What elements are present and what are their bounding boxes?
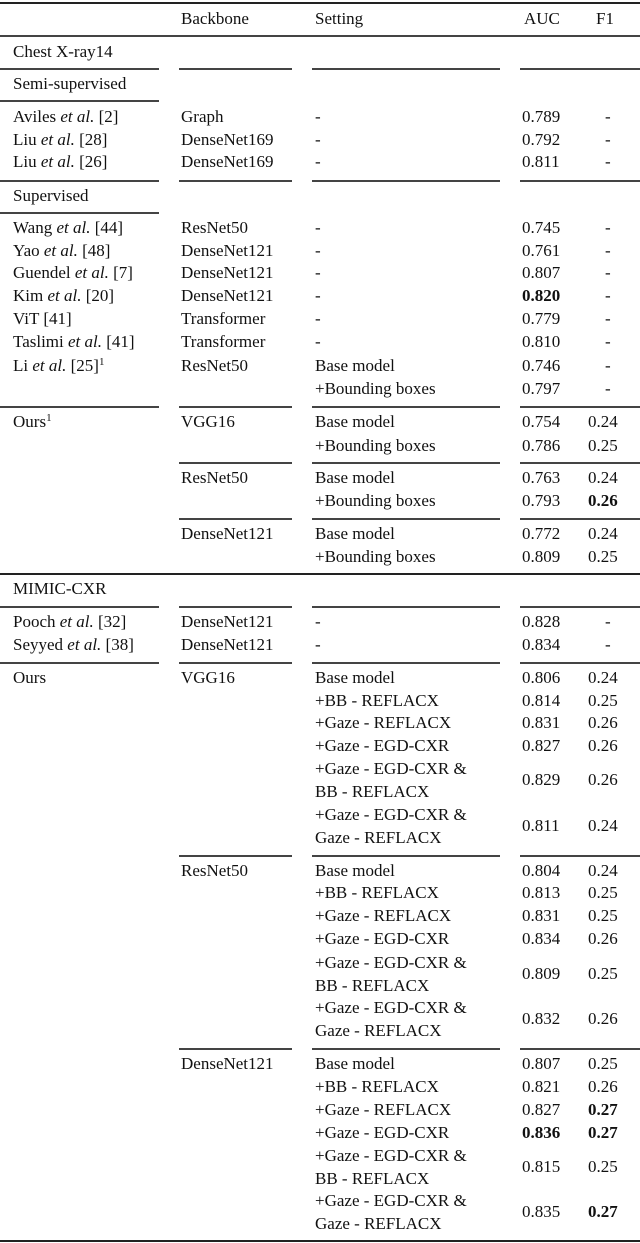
- backbone: DenseNet169: [181, 130, 274, 149]
- auc-value: [522, 285, 560, 307]
- backbone: VGG16: [181, 412, 235, 431]
- auc-value: 0.810: [522, 332, 561, 351]
- column-rule: [312, 406, 500, 408]
- method-name: [13, 285, 114, 307]
- method-author: Pooch: [13, 612, 60, 631]
- f1-value: 0.25: [588, 883, 618, 902]
- column-rule: [179, 606, 292, 608]
- auc-value: 0.789: [522, 107, 561, 126]
- setting: +Bounding boxes: [315, 547, 436, 566]
- header-f1: F1: [596, 9, 614, 28]
- setting: Base model: [315, 412, 395, 431]
- method-name: [13, 106, 118, 128]
- method-name: [13, 262, 133, 284]
- f1-value: 0.24: [588, 861, 618, 880]
- setting-line-1: +Gaze - EGD-CXR &: [315, 997, 467, 1017]
- column-rule: [0, 68, 159, 70]
- f1-value: 0.26: [588, 713, 618, 732]
- column-rule: [0, 100, 159, 102]
- auc-value: 0.792: [522, 130, 561, 149]
- citation: [7]: [108, 263, 133, 282]
- auc-value: 0.761: [522, 241, 561, 260]
- section-rule: [0, 573, 640, 575]
- citation: [48]: [77, 241, 111, 260]
- et-al: et al.: [40, 152, 75, 171]
- group-label: Supervised: [13, 186, 89, 205]
- f1-value: -: [605, 152, 611, 171]
- dataset-label: MIMIC-CXR: [13, 579, 107, 598]
- backbone: DenseNet121: [181, 635, 274, 654]
- ours-text: Ours: [13, 412, 47, 431]
- column-rule: [0, 606, 159, 608]
- f1-value-bold: 0.27: [588, 1202, 618, 1221]
- column-rule: [179, 1048, 292, 1050]
- auc-value: 0.834: [522, 635, 561, 654]
- setting-line-1: +Gaze - EGD-CXR &: [315, 952, 467, 972]
- f1-value: -: [605, 263, 611, 282]
- f1-value: 0.25: [588, 1054, 618, 1073]
- f1-value: [588, 1122, 618, 1144]
- column-rule: [0, 662, 159, 664]
- footnote-marker: 1: [98, 356, 105, 368]
- bottom-rule: [0, 1240, 640, 1242]
- backbone: Transformer: [181, 332, 266, 351]
- method-name: [13, 151, 107, 173]
- column-rule: [312, 1048, 500, 1050]
- f1-value: 0.25: [588, 691, 618, 710]
- f1-value: -: [605, 379, 611, 398]
- backbone: DenseNet121: [181, 1054, 274, 1073]
- column-rule: [179, 180, 292, 182]
- auc-value: 0.809: [522, 964, 561, 983]
- backbone: Transformer: [181, 309, 266, 328]
- et-al: et al.: [67, 635, 102, 654]
- setting: +Bounding boxes: [315, 436, 436, 455]
- citation: [25]: [66, 356, 99, 375]
- method-author: Yao: [13, 241, 44, 260]
- backbone: ResNet50: [181, 861, 249, 880]
- citation: [28]: [74, 130, 108, 149]
- f1-value: -: [605, 107, 611, 126]
- auc-value-bold: 0.836: [522, 1123, 561, 1142]
- f1-value: 0.26: [588, 1077, 618, 1096]
- f1-value: -: [605, 241, 611, 260]
- backbone: DenseNet169: [181, 152, 274, 171]
- method-author: Kim: [13, 286, 48, 305]
- footnote-marker: 1: [46, 412, 52, 424]
- setting: -: [315, 309, 321, 328]
- method-author: Wang: [13, 218, 57, 237]
- f1-value: [588, 1099, 618, 1121]
- column-rule: [0, 406, 159, 408]
- setting: -: [315, 130, 321, 149]
- auc-value: 0.763: [522, 468, 561, 487]
- method-author: Guendel: [13, 263, 75, 282]
- et-al: et al.: [47, 286, 82, 305]
- setting-line-2: BB - REFLACX: [315, 781, 430, 801]
- backbone: ResNet50: [181, 468, 249, 487]
- setting: +Gaze - EGD-CXR: [315, 929, 450, 948]
- column-rule: [179, 855, 292, 857]
- column-rule: [312, 68, 500, 70]
- auc-value: 0.804: [522, 861, 561, 880]
- setting: -: [315, 332, 321, 351]
- citation: [20]: [81, 286, 115, 305]
- f1-value-bold: 0.27: [588, 1100, 618, 1119]
- setting: +Gaze - EGD-CXR: [315, 736, 450, 755]
- setting: -: [315, 241, 321, 260]
- method-author: ViT: [13, 309, 44, 328]
- citation: [32]: [93, 612, 127, 631]
- setting-line-1: +Gaze - EGD-CXR &: [315, 758, 467, 778]
- auc-value: 0.807: [522, 1054, 561, 1073]
- column-rule: [312, 180, 500, 182]
- auc-value: 0.797: [522, 379, 561, 398]
- column-rule: [520, 68, 640, 70]
- auc-value: 0.754: [522, 412, 561, 431]
- f1-value: 0.26: [588, 929, 618, 948]
- method-author: Taslimi: [13, 332, 69, 351]
- auc-value: 0.827: [522, 1100, 561, 1119]
- setting: +Bounding boxes: [315, 379, 436, 398]
- auc-value: 0.745: [522, 218, 561, 237]
- setting: -: [315, 612, 321, 631]
- auc-value: 0.793: [522, 491, 561, 510]
- setting: +Gaze - REFLACX: [315, 713, 452, 732]
- setting: +BB - REFLACX: [315, 691, 439, 710]
- method-name: [13, 634, 134, 656]
- f1-value: 0.26: [588, 736, 618, 755]
- method-author: Liu: [13, 130, 41, 149]
- auc-value: 0.835: [522, 1202, 561, 1221]
- column-rule: [312, 518, 500, 520]
- header-setting: Setting: [315, 9, 364, 28]
- auc-value-bold: 0.820: [522, 286, 561, 305]
- citation: [41]: [43, 309, 72, 328]
- column-rule: [179, 68, 292, 70]
- citation: [2]: [94, 107, 119, 126]
- et-al: et al.: [59, 612, 94, 631]
- et-al: et al.: [56, 218, 91, 237]
- setting: -: [315, 286, 321, 305]
- method-name: [13, 611, 126, 633]
- f1-value: -: [605, 286, 611, 305]
- column-rule: [520, 406, 640, 408]
- dataset-label: Chest X-ray14: [13, 42, 113, 61]
- setting: -: [315, 218, 321, 237]
- f1-value: 0.24: [588, 816, 618, 835]
- auc-value: 0.814: [522, 691, 561, 710]
- backbone: VGG16: [181, 668, 235, 687]
- setting-line-2: Gaze - REFLACX: [315, 1213, 442, 1233]
- setting: -: [315, 635, 321, 654]
- auc-value: 0.807: [522, 263, 561, 282]
- backbone: DenseNet121: [181, 524, 274, 543]
- column-rule: [520, 1048, 640, 1050]
- column-rule: [312, 855, 500, 857]
- f1-value: 0.24: [588, 412, 618, 431]
- f1-value: -: [605, 218, 611, 237]
- method-author: Li: [13, 356, 33, 375]
- column-rule: [520, 518, 640, 520]
- setting: Base model: [315, 1054, 395, 1073]
- auc-value: 0.815: [522, 1157, 561, 1176]
- backbone: DenseNet121: [181, 286, 274, 305]
- column-rule: [520, 606, 640, 608]
- setting: Base model: [315, 861, 395, 880]
- citation: [41]: [102, 332, 135, 351]
- auc-value: 0.829: [522, 770, 561, 789]
- column-rule: [312, 462, 500, 464]
- auc-value: 0.834: [522, 929, 561, 948]
- method-name: [13, 308, 72, 330]
- column-rule: [312, 662, 500, 664]
- method-name: [13, 129, 107, 151]
- auc-value: 0.746: [522, 356, 561, 375]
- setting-line-2: BB - REFLACX: [315, 975, 430, 995]
- auc-value: 0.813: [522, 883, 561, 902]
- group-label: Semi-supervised: [13, 74, 127, 93]
- f1-value: -: [605, 130, 611, 149]
- column-rule: [520, 180, 640, 182]
- column-rule: [179, 462, 292, 464]
- et-al: et al.: [40, 130, 75, 149]
- setting-line-2: BB - REFLACX: [315, 1168, 430, 1188]
- f1-value: 0.25: [588, 436, 618, 455]
- setting: Base model: [315, 356, 395, 375]
- header-auc: AUC: [524, 9, 560, 28]
- setting-line-1: +Gaze - EGD-CXR &: [315, 1190, 467, 1210]
- f1-value: 0.26: [588, 1009, 618, 1028]
- auc-value: 0.831: [522, 906, 561, 925]
- setting: Base model: [315, 468, 395, 487]
- setting: +BB - REFLACX: [315, 1077, 439, 1096]
- et-al: et al.: [68, 332, 103, 351]
- column-rule: [312, 606, 500, 608]
- f1-value-bold: 0.27: [588, 1123, 618, 1142]
- auc-value: 0.806: [522, 668, 561, 687]
- f1-value: [588, 1201, 618, 1223]
- f1-value: [588, 490, 618, 512]
- auc-value: 0.779: [522, 309, 561, 328]
- setting: +BB - REFLACX: [315, 883, 439, 902]
- auc-value: [522, 1122, 560, 1144]
- backbone: DenseNet121: [181, 612, 274, 631]
- header-rule: [0, 35, 640, 37]
- et-al: et al.: [60, 107, 95, 126]
- column-rule: [0, 212, 159, 214]
- auc-value: 0.828: [522, 612, 561, 631]
- backbone: ResNet50: [181, 218, 249, 237]
- ours-label: [13, 411, 52, 433]
- f1-value: -: [605, 635, 611, 654]
- backbone: ResNet50: [181, 356, 249, 375]
- auc-value: 0.821: [522, 1077, 561, 1096]
- f1-value: -: [605, 612, 611, 631]
- setting: +Bounding boxes: [315, 491, 436, 510]
- column-rule: [520, 462, 640, 464]
- auc-value: 0.831: [522, 713, 561, 732]
- auc-value: 0.772: [522, 524, 561, 543]
- ours-label: Ours: [13, 668, 47, 687]
- column-rule: [520, 855, 640, 857]
- backbone: Graph: [181, 107, 224, 126]
- f1-value: -: [605, 309, 611, 328]
- method-name: [13, 355, 104, 377]
- setting-line-2: Gaze - REFLACX: [315, 1020, 442, 1040]
- f1-value: 0.25: [588, 906, 618, 925]
- f1-value: 0.25: [588, 547, 618, 566]
- setting: Base model: [315, 524, 395, 543]
- setting: +Gaze - REFLACX: [315, 1100, 452, 1119]
- f1-value: -: [605, 356, 611, 375]
- setting: -: [315, 263, 321, 282]
- header-backbone: Backbone: [181, 9, 249, 28]
- method-author: Liu: [13, 152, 41, 171]
- setting-line-1: +Gaze - EGD-CXR &: [315, 804, 467, 824]
- auc-value: 0.809: [522, 547, 561, 566]
- auc-value: 0.811: [522, 152, 560, 171]
- setting: +Gaze - REFLACX: [315, 906, 452, 925]
- backbone: DenseNet121: [181, 241, 274, 260]
- citation: [26]: [74, 152, 108, 171]
- method-name: [13, 240, 110, 262]
- auc-value: 0.832: [522, 1009, 561, 1028]
- citation: [38]: [101, 635, 134, 654]
- f1-value-bold: 0.26: [588, 491, 618, 510]
- method-name: [13, 331, 135, 353]
- auc-value: 0.811: [522, 816, 560, 835]
- column-rule: [520, 662, 640, 664]
- f1-value: 0.25: [588, 964, 618, 983]
- setting-line-2: Gaze - REFLACX: [315, 827, 442, 847]
- auc-value: 0.786: [522, 436, 561, 455]
- column-rule: [179, 518, 292, 520]
- et-al: et al.: [43, 241, 78, 260]
- auc-value: 0.827: [522, 736, 561, 755]
- f1-value: 0.24: [588, 468, 618, 487]
- f1-value: -: [605, 332, 611, 351]
- et-al: et al.: [32, 356, 67, 375]
- top-rule: [0, 2, 640, 4]
- f1-value: 0.24: [588, 668, 618, 687]
- column-rule: [0, 180, 159, 182]
- method-name: [13, 217, 123, 239]
- setting-line-1: +Gaze - EGD-CXR &: [315, 1145, 467, 1165]
- setting: -: [315, 107, 321, 126]
- setting: -: [315, 152, 321, 171]
- method-author: Aviles: [13, 107, 61, 126]
- setting: Base model: [315, 668, 395, 687]
- column-rule: [179, 406, 292, 408]
- f1-value: 0.25: [588, 1157, 618, 1176]
- method-author: Seyyed: [13, 635, 68, 654]
- backbone: DenseNet121: [181, 263, 274, 282]
- citation: [44]: [90, 218, 124, 237]
- f1-value: 0.26: [588, 770, 618, 789]
- column-rule: [179, 662, 292, 664]
- setting: +Gaze - EGD-CXR: [315, 1123, 450, 1142]
- et-al: et al.: [74, 263, 109, 282]
- f1-value: 0.24: [588, 524, 618, 543]
